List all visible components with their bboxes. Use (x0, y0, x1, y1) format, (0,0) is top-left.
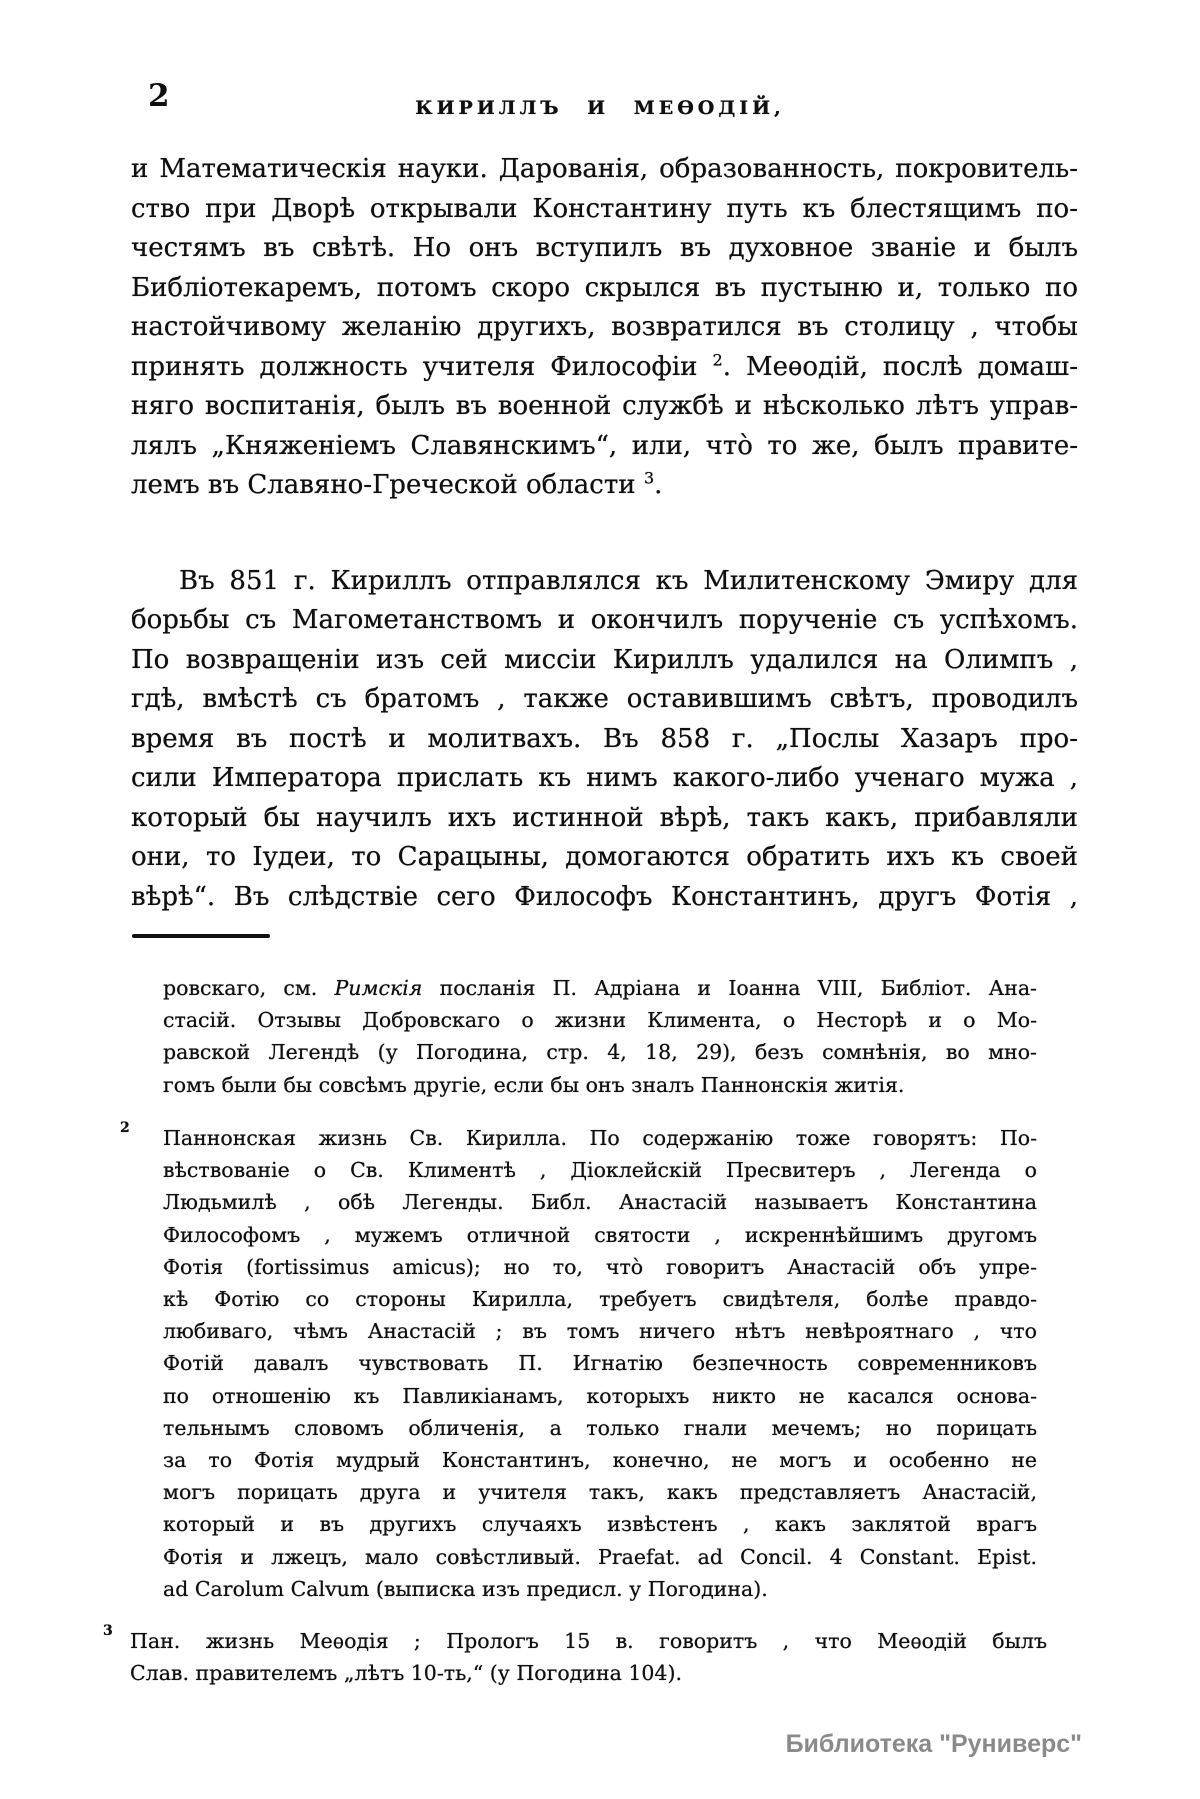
text-line: лялъ „Княженіемъ Славянскимъ“, или, что̀ то же, былъ правите- (131, 430, 1078, 461)
text-line: и Математическія науки. Дарованія, образованность, покровитель- (131, 154, 1078, 184)
footnote-continuation (163, 972, 1037, 1101)
text-line: гдѣ, вмѣстѣ съ братомъ , также оставившимъ свѣтъ, проводилъ (131, 684, 1078, 714)
text-line: Слав. правителемъ „лѣтъ 10-ть,“ (у Погодина 104). (130, 1661, 682, 1686)
text-line: время въ постѣ и молитвахъ. Въ 858 г. „Послы Хазаръ про- (131, 723, 1078, 754)
text-line: вѣствованіе о Св. Климентѣ , Діоклейскій Пресвитеръ , Легенда о (163, 1158, 1037, 1183)
text-segment: лемъ въ Славяно-Греческой области (131, 470, 644, 500)
page-number: 2 (148, 78, 170, 114)
text-line: Фотія (fortissimus amicus); но то, что̀ говоритъ Анастасій объ упре- (163, 1254, 1037, 1279)
text-segment: посланія П. Адріана и Іоанна VIII, Библіот. Ана- (422, 976, 1037, 1000)
text-line: тельнымъ словомъ обличенія, а только гнали мечемъ; но порицать (163, 1415, 1037, 1440)
footnote-separator (132, 934, 270, 938)
running-head: КИРИЛЛЪ И МЕѲОДІЙ, (415, 97, 785, 119)
text-line: любиваго, чѣмъ Анастасій ; въ томъ ничего нѣтъ невѣроятнаго , что (163, 1319, 1037, 1344)
text-line: который бы научилъ ихъ истинной вѣрѣ, такъ какъ, прибавляли (131, 802, 1078, 833)
text-segment: . (654, 470, 663, 500)
text-line: Людьмилѣ , обѣ Легенды. Библ. Анастасій называетъ Константина (163, 1190, 1037, 1215)
text-line: могъ порицать друга и учителя такъ, какъ представляетъ Анастасій, (163, 1480, 1037, 1505)
text-line: Въ 851 г. Кириллъ отправлялся къ Милитенскому Эмиру для (179, 565, 1078, 596)
text-line: борьбы съ Магометанствомъ и окончилъ порученіе съ успѣхомъ. (131, 605, 1078, 635)
text-line: сили Императора прислать къ нимъ какого-либо ученаго мужа , (131, 763, 1078, 793)
text-line: который и въ другихъ случаяхъ извѣстенъ , какъ заклятой врагъ (163, 1512, 1037, 1537)
library-watermark: Библиотека "Руниверс" (785, 1730, 1082, 1758)
text-segment: . Меѳодій, послѣ домаш- (722, 351, 1078, 382)
text-line: вѣрѣ“. Въ слѣдствіе сего Философъ Константинъ, другъ Фотія , (131, 881, 1078, 912)
text-segment: ровскаго, см. (163, 976, 335, 1000)
text-line: за то Фотія мудрый Константинъ, конечно, не могъ и особенно не (163, 1448, 1037, 1473)
text-line: Фотія и лжецъ, мало совѣстливый. Praefat. ad Concil. 4 Constant. Epist. (163, 1544, 1037, 1569)
footnote-3 (103, 1623, 1047, 1689)
text-line: стасій. Отзывы Добровскаго о жизни Климента, о Несторѣ и о Мо- (163, 1008, 1037, 1033)
footnote-2 (120, 1120, 1037, 1605)
text-segment: принять должность учителя Философіи (131, 351, 713, 382)
text-line: настойчивому желанію другихъ, возвратился въ столицу , чтобы (131, 312, 1078, 342)
text-line: Пан. жизнь Меѳодія ; Прологъ 15 в. говоритъ , что Меѳодій былъ (130, 1629, 1047, 1653)
text-line: Библіотекаремъ, потомъ скоро скрылся въ пустыню и, только по (131, 272, 1078, 303)
text-line: Паннонская жизнь Св. Кирилла. По содержанію тоже говорятъ: По- (163, 1126, 1037, 1150)
text-line: гомъ были бы совсѣмъ другіе, если бы онъ зналъ Паннонскія житія. (163, 1072, 905, 1097)
text-line: По возвращеніи изъ сей миссіи Кириллъ удалился на Олимпъ , (131, 644, 1078, 675)
footnote-ref-3: 3 (643, 468, 655, 488)
text-line: по отношенію къ Павликіанамъ, которыхъ никто не касался основа- (163, 1383, 1037, 1408)
main-paragraph-2 (131, 562, 1078, 918)
text-line: Фотій давалъ чувствовать П. Игнатію безпечность современниковъ (163, 1351, 1037, 1376)
text-line: равской Легендѣ (у Погодина, стр. 4, 18, 29), безъ сомнѣнія, во мно- (163, 1040, 1037, 1065)
text-line (131, 466, 1078, 506)
text-line: кѣ Фотію со стороны Кирилла, требуетъ свидѣтеля, болѣе правдо- (163, 1287, 1037, 1312)
text-line: ство при Дворѣ открывали Константину путь къ блестящимъ по- (131, 193, 1078, 224)
text-line: няго воспитанія, былъ въ военной службѣ и нѣсколько лѣтъ управ- (131, 391, 1078, 421)
footnote-marker-2: 2 (120, 1120, 130, 1136)
text-line: они, то Іудеи, то Сарацыны, домогаются обратить ихъ къ своей (131, 842, 1078, 872)
footnote-marker-3: 3 (103, 1623, 113, 1639)
italic-text: Римскія (334, 976, 423, 1000)
text-line (131, 348, 1078, 388)
main-text (131, 150, 1078, 917)
text-line (163, 972, 1037, 1004)
footnote-ref-2: 2 (712, 349, 723, 369)
main-paragraph-1 (131, 150, 1078, 506)
text-line: Философомъ , мужемъ отличной святости , искреннѣйшимъ другомъ (163, 1222, 1037, 1247)
text-line: ad Carolum Calvum (выписка изъ предисл. у Погодина). (163, 1576, 768, 1601)
text-line: честямъ въ свѣтѣ. Но онъ вступилъ въ духовное званіе и былъ (131, 233, 1078, 263)
